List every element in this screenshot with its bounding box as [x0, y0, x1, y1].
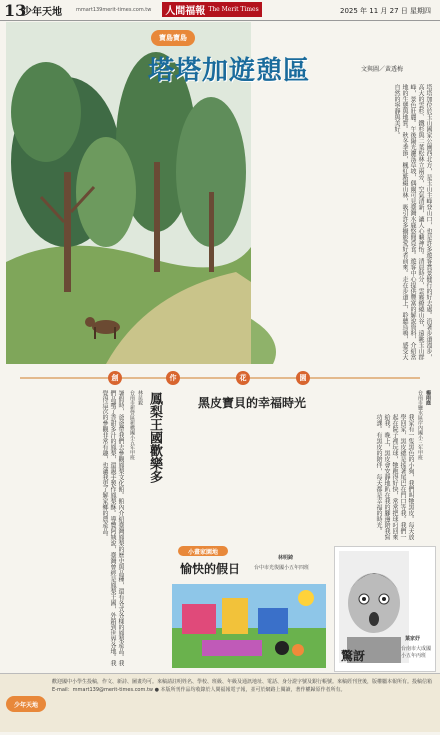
story1-author: 林昆毅: [137, 390, 143, 405]
feature-title: 塔塔加遊憩區: [148, 56, 311, 86]
holiday-painting: [172, 584, 326, 668]
painting1-title: 愉快的假日: [180, 562, 241, 576]
story2-body: 我家有一隻黑色的小狗，我們叫牠黑皮。每天放學回家，黑皮總是搖著尾巴在門口等我。我們一起在院子裡玩球，牠跑得好快，常常把球叼回來給我。晚上，黑皮會安靜地趴在我的腳邊陪我寫功課。有黑皮的陪伴，每天都是幸福的時光。: [375, 414, 414, 540]
page-number: 13: [4, 1, 27, 20]
story1-school: 台南市新營區新橋國小五年甲班: [129, 390, 135, 460]
publish-date: 2025 年 11 月 27 日 星期四: [340, 7, 431, 15]
banner-char-4: 園: [296, 371, 310, 385]
newspaper-logo: [162, 2, 262, 17]
section-title: 少年天地: [22, 7, 62, 18]
story-pineapple: [6, 390, 166, 670]
banner-char-1: 創: [108, 371, 122, 385]
painting2-title: 驚訝: [341, 649, 366, 663]
feature-body: 塔塔加位於玉山國家公園西北方，是玉山主峰登山口，也是許多遊客賞景健行的好去處。沿著步道漫步，高大的雲杉、鐵杉與二葉松林立兩旁，空氣清新，讓人心曠神怡。清晨時分，雲霧繚繞山谷，遠眺玉山群峰，景色壯麗。午後陽光灑落草坡，偶爾可見臺灣水鹿悠閒覓食。遊客中心提供豐富的解說資料，介紹當地的生態與地質。秋冬季節，楓紅點綴山林，吸引許多攝影愛好者前來。走在步道上，聆聽鳥鳴，感受大自然的寧靜與美好。: [393, 84, 432, 360]
banner-line: [20, 377, 420, 379]
feature-tag-big: 寶島: [173, 34, 187, 42]
section-banner: [0, 371, 440, 385]
story1-title: 鳳梨王國歡樂多: [147, 392, 162, 483]
story2-school: 台南市鹽水區岸內國小三年甲班: [417, 390, 423, 460]
painting1-school: 台中市光復國小五年四班: [254, 565, 310, 571]
banner-char-2: 作: [166, 371, 180, 385]
story-dog: [170, 390, 434, 542]
painting-surprise-block: [334, 546, 436, 672]
banner-char-3: 花: [236, 371, 250, 385]
page-footer: [0, 673, 440, 732]
footer-text: 歡迎國中小學生投稿，作文、新詩、圖畫均可。來稿請註明姓名、學校、班級、年級及通訊地址、電話、身分證字號及銀行帳號。來稿經刊登後，版權屬本報所有。投稿信箱 E-mail：mmart139@merit-times.com.tw ● 本版所刊作品均收錄於人間福報電子報，並可於網路上閱讀，著作權歸原作者所有。: [52, 679, 433, 693]
feature-tag: [151, 30, 195, 46]
logo-cn: 人間福報: [165, 6, 206, 17]
logo-en: The Merit Times: [208, 6, 259, 13]
painting-holiday-block: [170, 546, 330, 670]
story2-title: 黑皮寶貝的幸福時光: [198, 396, 307, 410]
painting-section-tag: 小畫家園地: [178, 546, 228, 556]
website-link[interactable]: mmart139merit-times.com.tw: [76, 7, 152, 13]
story2-author: 楊雨庭: [425, 390, 431, 405]
footer-logo: 少年天地: [6, 696, 46, 712]
feature-tag-small: 寶島: [159, 34, 173, 42]
story1-body: 暑假時，爸爸帶我們去參觀鳳梨文化館。館內介紹臺灣鳳梨的歷史與品種，還有各式各樣的鳳梨產品。我們品嚐了香甜多汁的鳳梨，還親手製作鳳梨酥。導覽阿姨說，臺灣曾經是鳳梨王國，外銷到世界各地。我覺得這次的參觀非常有趣，也讓我更了解家鄉的農產品。: [101, 390, 124, 666]
painting2-artist: 葉家妤: [405, 636, 421, 642]
page-header: [0, 0, 440, 21]
feature-byline: 文與圖／黃透梅: [361, 66, 404, 73]
painting1-artist: 林明錡: [278, 555, 294, 561]
feature-article: [6, 22, 436, 364]
painting2-school: 台南市大成國小五年丙班: [401, 646, 432, 659]
